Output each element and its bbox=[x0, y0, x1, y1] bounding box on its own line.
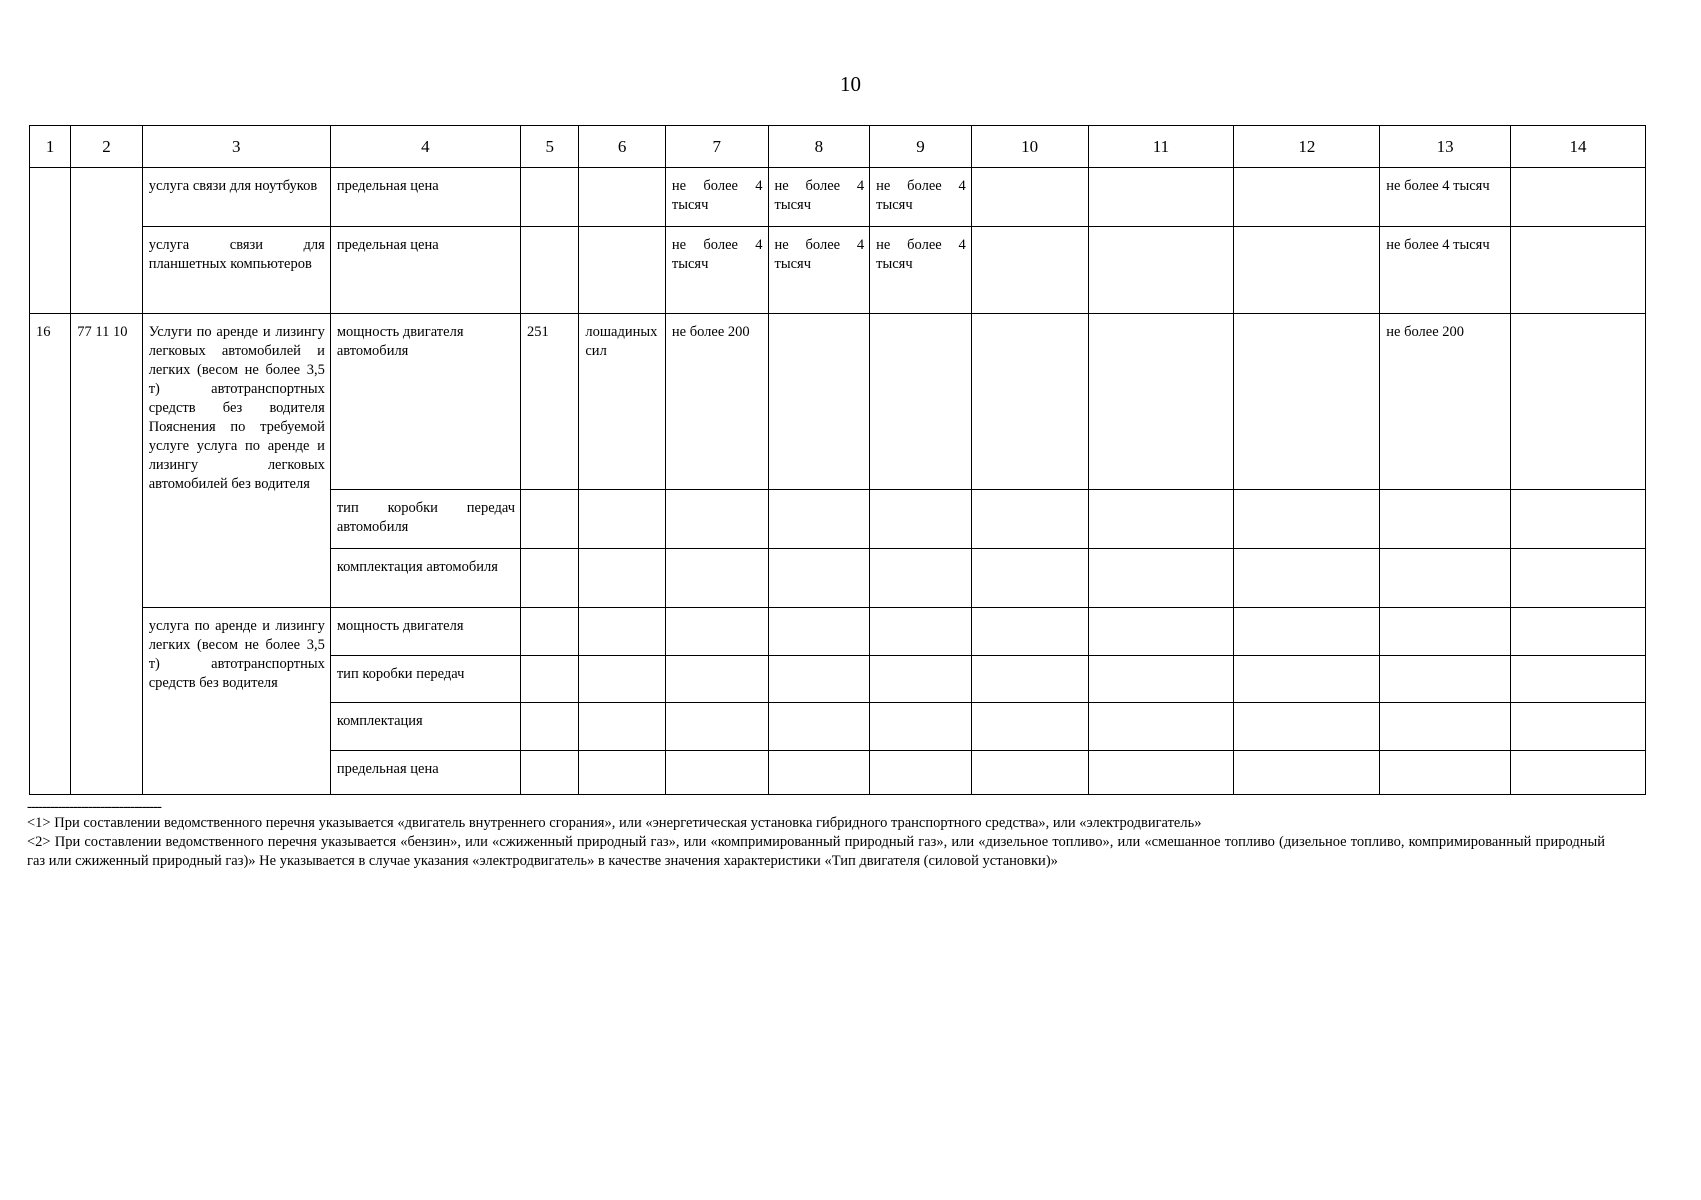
okei-code-cell: 251 bbox=[521, 314, 579, 490]
column-header: 6 bbox=[579, 126, 666, 168]
empty-cell bbox=[1511, 168, 1646, 227]
empty-cell bbox=[1511, 608, 1646, 656]
column-header: 13 bbox=[1380, 126, 1511, 168]
column-header: 3 bbox=[142, 126, 330, 168]
empty-cell bbox=[870, 490, 972, 549]
empty-cell bbox=[1234, 703, 1380, 751]
empty-cell bbox=[521, 227, 579, 314]
empty-cell bbox=[579, 656, 666, 703]
empty-cell bbox=[1511, 656, 1646, 703]
empty-cell bbox=[521, 703, 579, 751]
empty-cell bbox=[1088, 227, 1234, 314]
okpd-code-cell: 77 11 10 bbox=[71, 314, 142, 795]
empty-cell bbox=[1234, 227, 1380, 314]
empty-cell bbox=[1234, 314, 1380, 490]
characteristics-table bbox=[29, 125, 1646, 795]
page-number: 10 bbox=[840, 72, 861, 96]
empty-cell bbox=[521, 549, 579, 608]
footnote-separator: ----------------------------------- bbox=[27, 799, 162, 815]
empty-cell bbox=[1088, 314, 1234, 490]
service-cell: Услуги по аренде и лизингу легковых автомобилей и легких (весом не более 3,5 т) автотранспортных средств без водителя Пояснения по требуемой услуге услуга по аренде и лизингу легковых автомобилей без водителя bbox=[142, 314, 330, 608]
empty-cell bbox=[665, 751, 768, 795]
characteristic-cell: мощность двигателя bbox=[330, 608, 520, 656]
footnotes bbox=[27, 800, 1605, 871]
empty-cell bbox=[971, 656, 1088, 703]
column-header: 11 bbox=[1088, 126, 1234, 168]
empty-cell bbox=[1088, 549, 1234, 608]
empty-cell bbox=[71, 168, 142, 314]
characteristic-cell: предельная цена bbox=[330, 751, 520, 795]
empty-cell bbox=[1234, 751, 1380, 795]
empty-cell bbox=[870, 656, 972, 703]
characteristic-cell: тип коробки передач автомобиля bbox=[330, 490, 520, 549]
empty-cell bbox=[870, 549, 972, 608]
value-cell: не более 4 тысяч bbox=[1380, 168, 1511, 227]
empty-cell bbox=[870, 751, 972, 795]
footnote-1: <1> При составлении ведомственного перечня указывается «двигатель внутреннего сгорания», или «энергетическая установка гибридного транспортного средства», или «электродвигатель» bbox=[27, 815, 1202, 831]
value-cell: не более 200 bbox=[1380, 314, 1511, 490]
empty-cell bbox=[1380, 703, 1511, 751]
value-cell: не более 4 тысяч bbox=[1380, 227, 1511, 314]
empty-cell bbox=[1234, 168, 1380, 227]
empty-cell bbox=[1088, 703, 1234, 751]
column-header: 1 bbox=[30, 126, 71, 168]
value-cell: не более 4 тысяч bbox=[870, 227, 972, 314]
value-cell: не более 4 тысяч bbox=[870, 168, 972, 227]
empty-cell bbox=[1088, 656, 1234, 703]
empty-cell bbox=[1511, 314, 1646, 490]
empty-cell bbox=[971, 703, 1088, 751]
empty-cell bbox=[971, 549, 1088, 608]
value-cell: не более 200 bbox=[665, 314, 768, 490]
empty-cell bbox=[768, 656, 870, 703]
service-cell: услуга связи для ноутбуков bbox=[142, 168, 330, 227]
column-header: 9 bbox=[870, 126, 972, 168]
empty-cell bbox=[665, 608, 768, 656]
empty-cell bbox=[1088, 751, 1234, 795]
empty-cell bbox=[971, 490, 1088, 549]
empty-cell bbox=[665, 703, 768, 751]
empty-cell bbox=[521, 656, 579, 703]
empty-cell bbox=[768, 549, 870, 608]
value-cell: не более 4 тысяч bbox=[768, 168, 870, 227]
characteristic-cell: тип коробки передач bbox=[330, 656, 520, 703]
empty-cell bbox=[579, 751, 666, 795]
empty-cell bbox=[1511, 751, 1646, 795]
column-header: 2 bbox=[71, 126, 142, 168]
column-number-row bbox=[30, 126, 1646, 168]
empty-cell bbox=[521, 608, 579, 656]
empty-cell bbox=[579, 608, 666, 656]
column-header: 10 bbox=[971, 126, 1088, 168]
empty-cell bbox=[1380, 751, 1511, 795]
empty-cell bbox=[1234, 608, 1380, 656]
empty-cell bbox=[1380, 656, 1511, 703]
characteristic-cell: предельная цена bbox=[330, 227, 520, 314]
column-header: 8 bbox=[768, 126, 870, 168]
table-row bbox=[30, 314, 1646, 490]
empty-cell bbox=[1234, 490, 1380, 549]
empty-cell bbox=[971, 314, 1088, 490]
column-header: 4 bbox=[330, 126, 520, 168]
empty-cell bbox=[768, 314, 870, 490]
characteristic-cell: предельная цена bbox=[330, 168, 520, 227]
footnote-2: <2> При составлении ведомственного перечня указывается «бензин», или «сжиженный природный газ», или «компримированный природный газ», или «дизельное топливо», или «смешанное топливо (дизельное топливо, компримированный природный газ или сжиженный природный газ)» Не указывается в случае указания «электродвигатель» в качестве значения характеристики «Тип двигателя (силовой установки)» bbox=[27, 834, 1605, 869]
empty-cell bbox=[1088, 168, 1234, 227]
empty-cell bbox=[971, 608, 1088, 656]
empty-cell bbox=[768, 490, 870, 549]
value-cell: не более 4 тысяч bbox=[665, 168, 768, 227]
empty-cell bbox=[521, 168, 579, 227]
empty-cell bbox=[521, 751, 579, 795]
empty-cell bbox=[1234, 549, 1380, 608]
value-cell: не более 4 тысяч bbox=[665, 227, 768, 314]
characteristic-cell: комплектация автомобиля bbox=[330, 549, 520, 608]
empty-cell bbox=[768, 703, 870, 751]
empty-cell bbox=[30, 168, 71, 314]
empty-cell bbox=[1380, 490, 1511, 549]
empty-cell bbox=[579, 490, 666, 549]
unit-cell: лошадиных сил bbox=[579, 314, 666, 490]
empty-cell bbox=[1380, 549, 1511, 608]
empty-cell bbox=[579, 703, 666, 751]
empty-cell bbox=[665, 549, 768, 608]
empty-cell bbox=[768, 751, 870, 795]
table-row bbox=[30, 608, 1646, 656]
empty-cell bbox=[1088, 608, 1234, 656]
column-header: 7 bbox=[665, 126, 768, 168]
empty-cell bbox=[870, 608, 972, 656]
service-cell: услуга по аренде и лизингу легких (весом не более 3,5 т) автотранспортных средств без водителя bbox=[142, 608, 330, 795]
empty-cell bbox=[870, 314, 972, 490]
empty-cell bbox=[1380, 608, 1511, 656]
value-cell: не более 4 тысяч bbox=[768, 227, 870, 314]
empty-cell bbox=[870, 703, 972, 751]
empty-cell bbox=[1511, 490, 1646, 549]
empty-cell bbox=[1511, 703, 1646, 751]
empty-cell bbox=[579, 168, 666, 227]
characteristic-cell: комплектация bbox=[330, 703, 520, 751]
empty-cell bbox=[579, 549, 666, 608]
empty-cell bbox=[665, 490, 768, 549]
service-cell: услуга связи для планшетных компьютеров bbox=[142, 227, 330, 314]
empty-cell bbox=[1234, 656, 1380, 703]
column-header: 14 bbox=[1511, 126, 1646, 168]
table-row bbox=[30, 168, 1646, 227]
row-number-cell: 16 bbox=[30, 314, 71, 795]
table-row bbox=[30, 227, 1646, 314]
empty-cell bbox=[971, 751, 1088, 795]
empty-cell bbox=[665, 656, 768, 703]
column-header: 5 bbox=[521, 126, 579, 168]
empty-cell bbox=[1511, 549, 1646, 608]
empty-cell bbox=[521, 490, 579, 549]
empty-cell bbox=[1511, 227, 1646, 314]
characteristic-cell: мощность двигателя автомобиля bbox=[330, 314, 520, 490]
empty-cell bbox=[971, 168, 1088, 227]
empty-cell bbox=[971, 227, 1088, 314]
empty-cell bbox=[768, 608, 870, 656]
empty-cell bbox=[1088, 490, 1234, 549]
empty-cell bbox=[579, 227, 666, 314]
column-header: 12 bbox=[1234, 126, 1380, 168]
